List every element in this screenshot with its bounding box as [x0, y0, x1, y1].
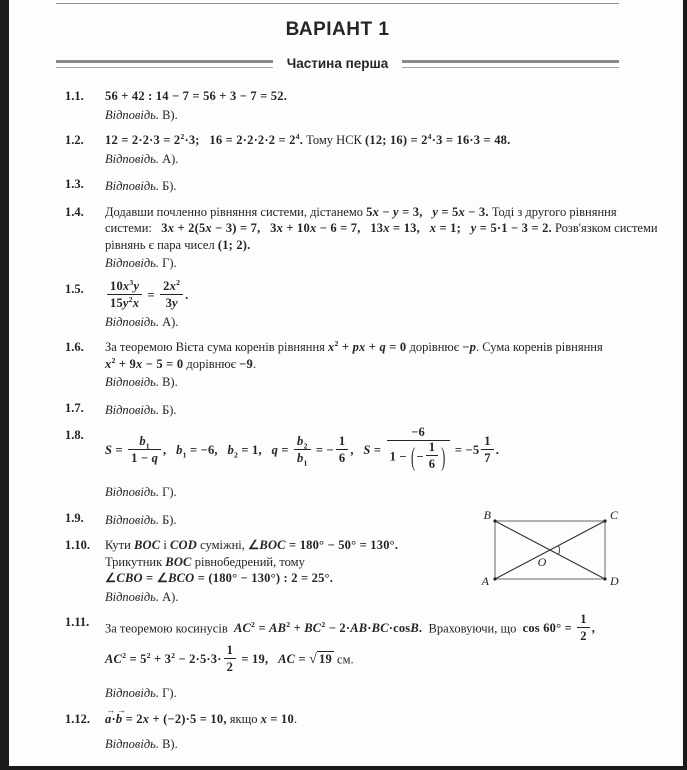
vertex-label-d: D: [610, 574, 619, 588]
answer-line: [105, 314, 619, 331]
fraction: $\frac{1}{2}$: [224, 643, 236, 674]
fraction: $\frac{1}{6}$: [426, 440, 438, 471]
item-number: 1.12.: [65, 711, 90, 726]
solution-item-1-3: [56, 176, 619, 195]
solution-item-1-2: [56, 132, 619, 167]
answer-letter: Г).: [162, 686, 177, 700]
item-body: [105, 427, 619, 501]
solution-item-1-5: [56, 277, 619, 331]
item-number: 1.11.: [65, 615, 90, 629]
item-body: [105, 339, 619, 391]
center-label-o: O: [537, 555, 547, 569]
answer-line: [105, 374, 619, 391]
angle-mark: [558, 546, 559, 555]
vertex-label-b: B: [483, 508, 491, 522]
answer-line: [105, 484, 619, 501]
answer-letter: В).: [162, 375, 178, 389]
answer-line: [105, 736, 619, 753]
fraction: −6 1 − (− $\frac{1}{6}$ ): [387, 425, 450, 473]
part-heading: [56, 56, 619, 71]
answer-label: Відповідь.: [105, 375, 159, 389]
item-body: [105, 277, 619, 331]
answer-line: [105, 178, 619, 195]
answer-letter: Б).: [162, 402, 177, 417]
item-body: [105, 614, 619, 702]
fraction: $\frac{1}{6}$: [336, 434, 348, 465]
fraction: $\frac{b_2}{b_1}$: [294, 434, 311, 465]
answer-letter: Г).: [162, 485, 177, 499]
solution-line: рівнянь є пара чисел (1; 2).: [105, 237, 251, 252]
double-rule-left: [56, 60, 273, 68]
item-number: 1.5.: [65, 281, 84, 296]
solution-item-1-6: [56, 339, 619, 391]
item-number: 1.10.: [65, 538, 90, 552]
answer-letter: В).: [162, 737, 178, 751]
answer-label: Відповідь.: [105, 107, 159, 122]
item-number: 1.1.: [65, 89, 84, 103]
square-root: √ 19: [309, 652, 332, 668]
answer-label: Відповідь.: [105, 686, 159, 700]
fraction: $\frac{10x^3y}{15y^2x}$: [107, 279, 142, 310]
item-number: 1.7.: [65, 400, 84, 415]
item-number: 1.6.: [65, 340, 84, 354]
answer-line: [105, 151, 619, 168]
page-content: [56, 0, 658, 762]
solution-item-1-11: [56, 614, 619, 702]
answer-letter: А).: [162, 589, 179, 604]
answer-line: [105, 402, 619, 419]
answer-letter: В).: [162, 107, 178, 122]
fraction: $\frac{1}{7}$: [481, 434, 493, 465]
answer-label: Відповідь.: [105, 314, 159, 329]
solution-line: За теоремою Вієта сума коренів рівняння $x^2$ + px + q = 0 дорівнює −p. Сума коренів рівняння: [105, 338, 603, 354]
answer-label: Відповідь.: [105, 512, 159, 527]
item-number: 1.9.: [65, 510, 84, 525]
solution-item-1-7: [56, 400, 619, 419]
answer-letter: Б).: [162, 179, 177, 193]
vertex-dot-a: [493, 577, 496, 580]
answer-label: Відповідь.: [105, 737, 159, 751]
answer-label: Відповідь.: [105, 256, 159, 270]
item-body: [105, 176, 619, 195]
answer-label: Відповідь.: [105, 402, 159, 417]
solution-line: $x^2 + 9x - 5 = 0$ дорівнює −9.: [105, 355, 257, 371]
answer-label: Відповідь.: [105, 151, 159, 166]
item-number: 1.3.: [65, 177, 84, 191]
solution-item-1-8: [56, 427, 619, 501]
item-body: [105, 400, 619, 419]
fraction: $\frac{1}{2}$: [577, 612, 589, 643]
vector: → b: [116, 711, 122, 728]
solution-item-1-1: [56, 88, 619, 123]
item-number: 1.2.: [65, 133, 84, 147]
solution-line: Додавши почленно рівняння системи, дістанемо 5x − y = 3, y = 5x − 3. Тоді з другого рівняння: [105, 204, 617, 219]
fraction: $\frac{b_1}{1 - q}$: [128, 434, 161, 465]
solution-line: $\frac{10x^3y}{15y^2x}$ = $\frac{2x^2}{3y}$ .: [105, 281, 619, 312]
solution-line: 56 + 42 : 14 − 7 = 56 + 3 − 7 = 52.: [105, 89, 288, 103]
solution-line: ∠CBO = ∠BCO = (180° − 130°) : 2 = 25°.: [105, 571, 334, 585]
vertex-dot-c: [603, 519, 606, 522]
solution-line: Кути BOC і COD суміжні, ∠BOC = 180° − 50° = 130°.: [105, 538, 399, 552]
answer-label: Відповідь.: [105, 485, 159, 499]
answer-letter: Б).: [162, 512, 177, 527]
answer-label: Відповідь.: [105, 589, 159, 604]
solution-line: $12 = 2\cdot 2\cdot 3 = 2^2\cdot 3$; $16 = 2\cdot 2\cdot 2\cdot 2 = 2^4$. Тому НСК (12; $16) = 2^4\cdot 3 = 16\cdot 3 = 48$.: [105, 131, 511, 147]
variant-title: ВАРІАНТ 1: [285, 19, 390, 40]
answer-letter: А).: [162, 151, 179, 166]
vertex-label-a: A: [481, 574, 489, 588]
answer-label: Відповідь.: [105, 179, 159, 193]
vector: → a: [105, 711, 111, 728]
solution-line: → a· → b = 2x + (−2)·5 = 10, якщо x = 10.: [105, 711, 619, 728]
answer-line: [105, 107, 619, 124]
item-body: [105, 704, 619, 753]
answer-letter: А).: [162, 314, 179, 329]
double-rule-right: [402, 60, 619, 68]
answer-line: [105, 255, 619, 272]
solution-line: За теоремою косинусів $AC^2 = AB^2 + BC^2 - 2\cdot AB\cdot BC\cdot\cos B$. Враховуючи, що cos 60° = $\frac{1}{2}$ ,: [105, 612, 596, 643]
solution-line: системи: 3x + 2(5x − 3) = 7, 3x + 10x − 6 = 7, 13x = 13, x = 1; y = 5·1 − 3 = 2. Розв'язком системи: [105, 221, 658, 235]
item-body: [105, 132, 619, 167]
solution-line: $AC^2 = 5^2 + 3^2 - 2\cdot 5\cdot 3\cdot$ $\frac{1}{2}$ = 19, AC = √ 19 см.: [105, 643, 354, 674]
solution-item-1-12: [56, 704, 619, 753]
item-number: 1.4.: [65, 204, 84, 219]
items: [56, 88, 658, 753]
vertex-dot-d: [603, 577, 606, 580]
solution-line: Трикутник BOC рівнобедрений, тому: [105, 554, 305, 569]
vector-arrow-icon: →: [116, 704, 127, 715]
scanned-page: [9, 0, 683, 766]
rectangle-figure: [455, 505, 650, 605]
part-title: Частина перша: [286, 56, 389, 71]
item-body: [105, 88, 619, 123]
vector-arrow-icon: →: [106, 704, 116, 715]
figure-svg: [455, 505, 650, 600]
item-body: [105, 204, 658, 272]
item-number: 1.8.: [65, 428, 84, 442]
solution-line: S = $\frac{b_1}{1 - q}$ , $b_1 = -6$, $b_2 = 1$, q = $\frac{b_2}{b_1}$ = − $\frac{1}{6}$ , S = −6 1 − (− $\frac{1}{6}$ ) = −5 $\frac{1}{7}$ .: [105, 425, 500, 472]
fraction: $\frac{2x^2}{3y}$: [160, 279, 183, 310]
vertex-dot-b: [493, 519, 496, 522]
answer-letter: Г).: [162, 256, 177, 270]
vertex-label-c: C: [610, 508, 619, 522]
answer-line: [105, 685, 619, 702]
solution-item-1-4: [56, 204, 658, 272]
